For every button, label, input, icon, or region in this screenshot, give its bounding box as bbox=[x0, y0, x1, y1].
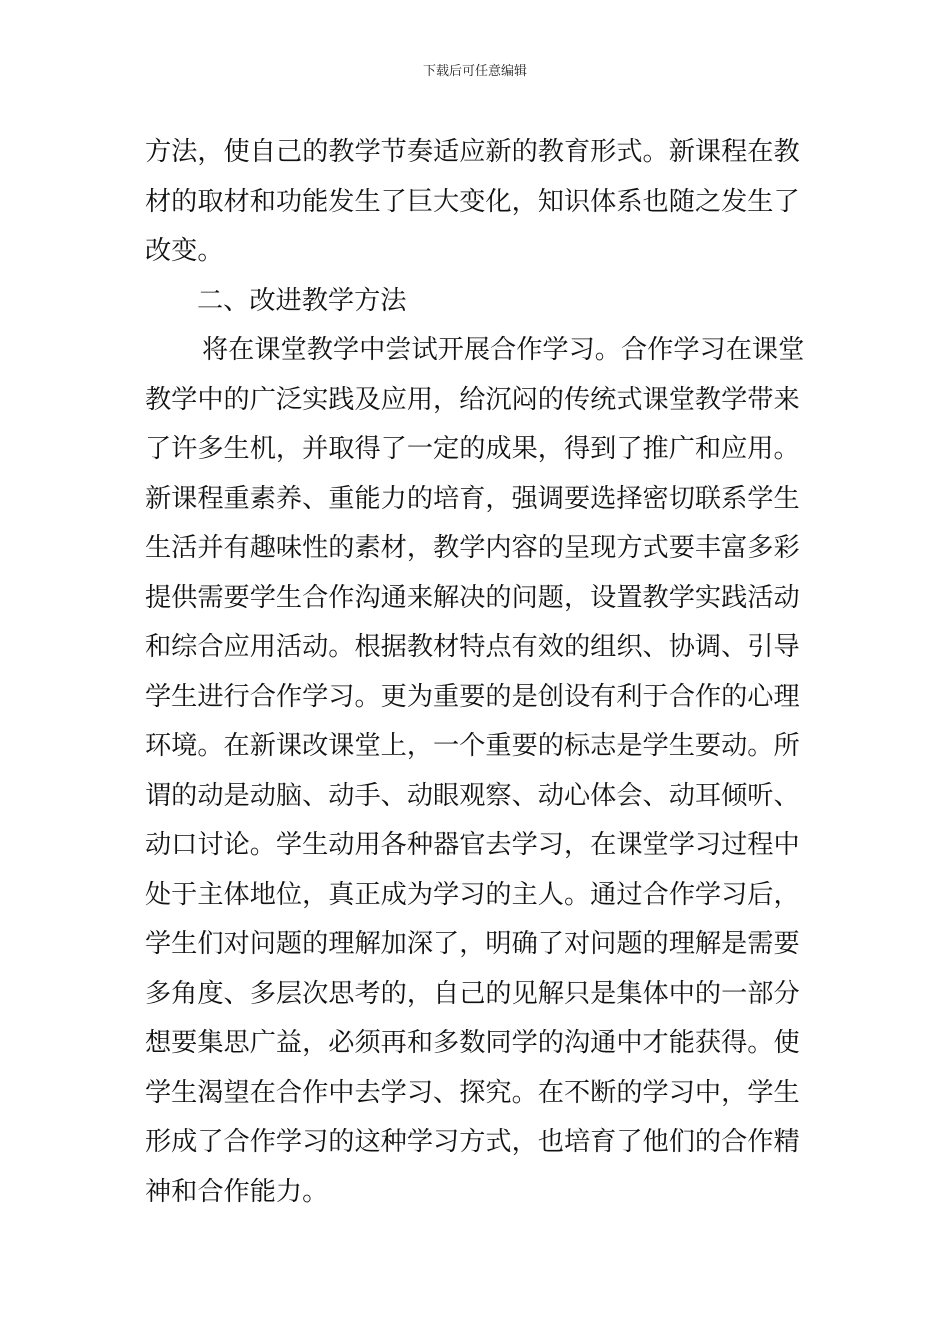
text-line: 学生渴望在合作中去学习、探究。在不断的学习中，学生 bbox=[145, 1077, 800, 1108]
text-line: 生活并有趣味性的素材，教学内容的呈现方式要丰富多彩 bbox=[145, 533, 800, 563]
text-line: 处于主体地位，真正成为学习的主人。通过合作学习后， bbox=[145, 879, 800, 910]
text-line: 学生们对问题的理解加深了，明确了对问题的理解是需要 bbox=[145, 929, 800, 959]
text-line: 提供需要学生合作沟通来解决的问题，设置教学实践活动 bbox=[145, 582, 800, 613]
document-body bbox=[145, 128, 810, 1217]
text-line: 谓的动是动脑、动手、动眼观察、动心体会、动耳倾听、 bbox=[145, 780, 800, 811]
text-line: 形成了合作学习的这种学习方式，也培育了他们的合作精 bbox=[145, 1127, 800, 1157]
page-header: 下载后可任意编辑 bbox=[422, 64, 527, 79]
text-line: 材的取材和功能发生了巨大变化，知识体系也随之发生了 bbox=[145, 186, 800, 217]
text-line: 改变。 bbox=[145, 236, 224, 266]
text-line: 想要集思广益，必须再和多数同学的沟通中才能获得。使 bbox=[145, 1028, 800, 1058]
text-line: 方法，使自己的教学节奏适应新的教育形式。新课程在教 bbox=[145, 137, 800, 167]
text-line: 多角度、多层次思考的，自己的见解只是集体中的一部分 bbox=[145, 978, 800, 1009]
text-line: 新课程重素养、重能力的培育，强调要选择密切联系学生 bbox=[145, 483, 800, 514]
section-heading: 二、改进教学方法 bbox=[197, 285, 407, 316]
text-line: 学生进行合作学习。更为重要的是创设有利于合作的心理 bbox=[145, 681, 800, 712]
text-line: 了许多生机，并取得了一定的成果，得到了推广和应用。 bbox=[145, 434, 800, 464]
text-line: 将在课堂教学中尝试开展合作学习。合作学习在课堂 bbox=[202, 335, 805, 365]
text-line: 和综合应用活动。根据教材特点有效的组织、协调、引导 bbox=[145, 632, 800, 662]
text-line: 神和合作能力。 bbox=[145, 1176, 329, 1207]
text-line: 动口讨论。学生动用各种器官去学习，在课堂学习过程中 bbox=[145, 830, 800, 860]
text-line: 教学中的广泛实践及应用，给沉闷的传统式课堂教学带来 bbox=[145, 384, 800, 415]
text-line: 环境。在新课改课堂上，一个重要的标志是学生要动。所 bbox=[145, 731, 800, 761]
